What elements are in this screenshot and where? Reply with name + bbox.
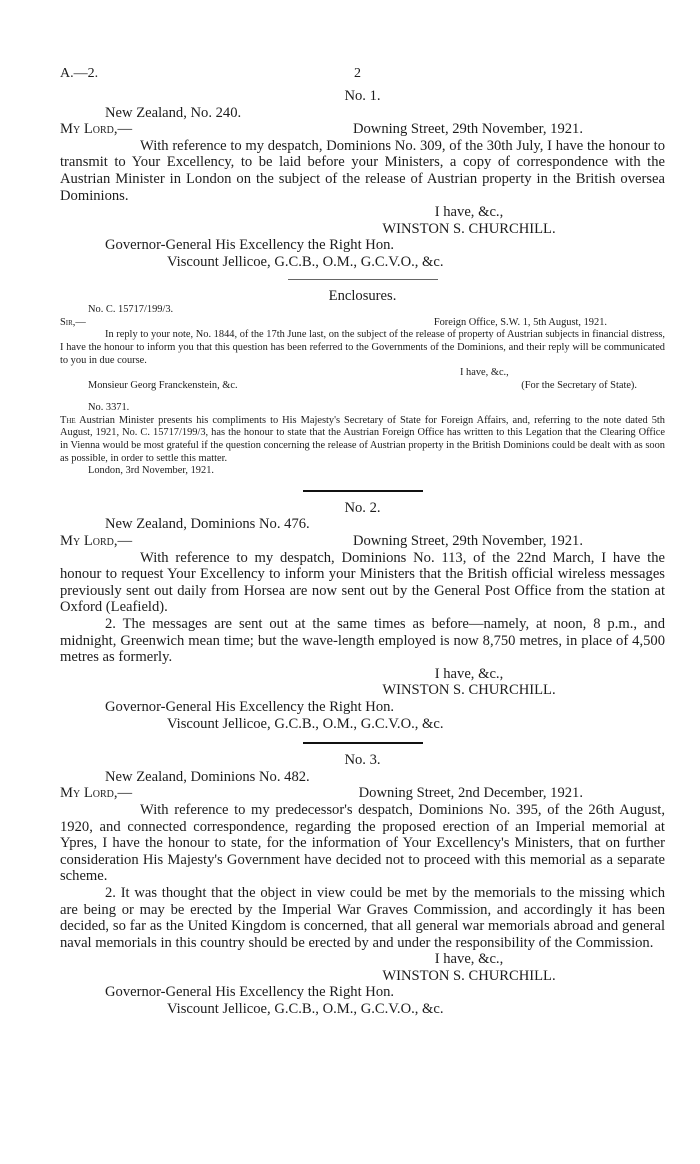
salutation-row [60,785,665,802]
letter-have: I have, &c., [460,367,509,379]
addressee-line2: Viscount Jellicoe, G.C.B., O.M., G.C.V.O., &c. [167,715,444,732]
closing-have: I have, &c., [434,665,504,682]
despatch-paragraph-1: With reference to my predecessor's despatch, Dominions No. 395, of the 26th August, 1920, and connected correspondence, regarding the proposed erection of an Imperial memorial at Ypres, I have the honour to state, for the information of Your Excellency's Ministers, that on further consideration His Majesty's Government have decided not to proceed with this memorial as a separate scheme. [60,801,665,885]
signature: WINSTON S. CHURCHILL. [382,967,556,984]
enclosure-letter-1 [60,304,665,392]
addressee-line1: Governor-General His Excellency the Right Hon. [105,984,395,1001]
letter-signer: (For the Secretary of State). [521,379,637,391]
addressee-line2: Viscount Jellicoe, G.C.B., O.M., G.C.V.O., &c. [167,1001,444,1018]
despatch-destination: New Zealand, Dominions No. 476. [105,516,310,533]
signature: WINSTON S. CHURCHILL. [382,682,556,699]
despatch-no1 [60,88,665,271]
section-divider [303,490,423,492]
despatch-number: No. 1. [344,88,381,104]
place-date: Downing Street, 29th November, 1921. [352,533,583,550]
salutation-row [60,121,665,138]
letter-salutation: Sir,— [60,316,86,328]
despatch-destination: New Zealand, No. 240. [105,104,242,121]
despatch-no2 [60,500,665,732]
letter-sign-row [60,380,665,393]
salutation: My Lord,— [60,533,133,550]
despatch-paragraph-2: 2. The messages are sent out at the same times as before—namely, at noon, 8 p.m., and midnight, Greenwich mean time; but the wave-length employed is now 8,750 metres, in place of 4,500 metres as formerly. [60,616,665,666]
despatch-body: With reference to my despatch, Dominions No. 309, of the 30th July, I have the honour to transmit to Your Excellency, to be laid before your Ministers, a copy of correspondence with the Austrian Minister in London on the subject of the release of Austrian property in the British oversea Dominions. [60,137,665,204]
salutation: My Lord,— [60,121,133,138]
despatch-destination: New Zealand, Dominions No. 482. [105,768,310,785]
section-divider [288,279,438,280]
enclosures-heading: Enclosures. [328,287,397,304]
letter-reference: No. 3371. [88,402,130,414]
enclosure-letter-2 [60,402,665,478]
despatch-number: No. 3. [344,752,381,769]
letter-body [60,415,665,465]
section-divider [303,742,423,744]
signature: WINSTON S. CHURCHILL. [382,220,556,237]
salutation-row [60,533,665,550]
salutation: My Lord,— [60,785,133,802]
despatch-paragraph-2: 2. It was thought that the object in view could be met by the memorials to the missing which are being or may be erected by the Imperial War Graves Commission, and accordingly it has been decided, so far as the United Kingdom is concerned, that all general war memorials abroad and general naval memorials in this country should be erected by and under the responsibility of the Commission. [60,884,665,951]
document-page [60,66,665,1018]
place-date: Downing Street, 29th November, 1921. [352,121,583,138]
letter-addressee: Monsieur Georg Franckenstein, &c. [88,379,238,391]
page-number: 2 [354,66,361,81]
place-date: Downing Street, 2nd December, 1921. [358,785,583,802]
despatch-no3 [60,752,665,1018]
letter-body-lead: The [60,414,76,426]
addressee-line1: Governor-General His Excellency the Right Hon. [105,237,395,254]
letter-body: In reply to your note, No. 1844, of the 17th June last, on the subject of the release of property of Austrian subjects in financial distress, I have the honour to inform you that this question has been referred to the Governments of the Dominions, and their reply will be communicated to you in due course. [60,329,665,366]
addressee-line2: Viscount Jellicoe, G.C.B., O.M., G.C.V.O., &c. [167,253,444,270]
letter-place-date: Foreign Office, S.W. 1, 5th August, 1921. [433,316,607,328]
paper-number: A.—2. [60,66,99,81]
closing-have: I have, &c., [434,204,504,221]
despatch-number: No. 2. [344,499,381,516]
letter-body-text: Austrian Minister presents his compliments to His Majesty's Secretary of State for Foreign Affairs, and, referring to the note dated 5th August, 1921, No. C. 15717/199/3, has the honour to state that the Austrian Foreign Office has written to this Legation that the Clearing Office in Vienna would be most grateful if the question concerning the release of Austrian property in the British Dominions could be dealt with as soon as possible, in order to settle this matter. [60,414,665,464]
letter-reference: No. C. 15717/199/3. [88,304,174,316]
letter-salutation-row [60,317,665,330]
despatch-paragraph-1: With reference to my despatch, Dominions No. 113, of the 22nd March, I have the honour to request Your Excellency to inform your Ministers that the British official wireless messages previously sent out daily from Horsea are now sent out by the General Post Office from the station at Oxford (Leafield). [60,549,665,616]
closing-have: I have, &c., [434,951,504,968]
letter-place-date: London, 3rd November, 1921. [88,465,214,477]
addressee-line1: Governor-General His Excellency the Right Hon. [105,698,395,715]
page-header [60,66,665,88]
